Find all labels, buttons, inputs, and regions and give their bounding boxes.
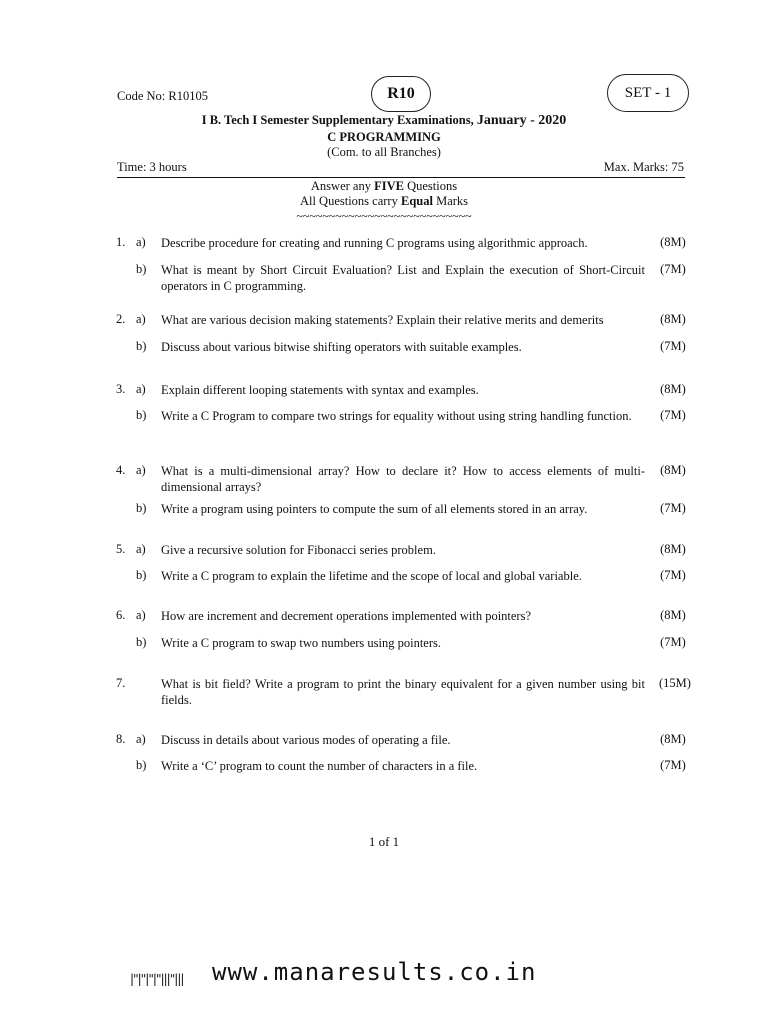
question-part: a) bbox=[136, 732, 146, 746]
question-marks: (8M) bbox=[660, 312, 686, 326]
instruction-text: Questions bbox=[407, 179, 458, 193]
question-part: a) bbox=[136, 463, 146, 477]
question-part: b) bbox=[136, 501, 147, 515]
instruction-text: All Questions carry bbox=[299, 194, 398, 208]
question-marks: (8M) bbox=[660, 608, 686, 622]
question-part: a) bbox=[136, 382, 146, 396]
question-text: Write a C program to swap two numbers using pointers. bbox=[161, 636, 442, 650]
question-part: a) bbox=[136, 542, 146, 556]
question-part: a) bbox=[136, 312, 146, 326]
instruction-text: Answer any bbox=[310, 179, 371, 193]
question-text: Describe procedure for creating and running C programs using algorithmic approach. bbox=[161, 236, 588, 250]
question-text: How are increment and decrement operations implemented with pointers? bbox=[161, 609, 532, 623]
question-text: Write a C program to explain the lifetime and the scope of local and global variable. bbox=[161, 569, 582, 583]
question-marks: (8M) bbox=[660, 732, 686, 746]
exam-date: January - 2020 bbox=[476, 113, 567, 128]
question-number: 6. bbox=[116, 608, 126, 622]
question-part: b) bbox=[136, 635, 147, 649]
question-marks: (15M) bbox=[659, 676, 691, 690]
question-text: Write a program using pointers to compute the sum of all elements stored in an array. bbox=[161, 502, 588, 516]
question-number: 4. bbox=[116, 463, 126, 477]
question-marks: (7M) bbox=[660, 339, 686, 353]
barcode-icon: |''|''|''|''|||''||| bbox=[130, 972, 184, 986]
question-part: b) bbox=[136, 408, 147, 422]
question-part: a) bbox=[136, 235, 146, 249]
instruction-text: Marks bbox=[436, 194, 469, 208]
question-text: Discuss in details about various modes of operating a file. bbox=[161, 733, 451, 747]
question-text: Discuss about various bitwise shifting operators with suitable examples. bbox=[161, 340, 522, 354]
set-badge: SET - 1 bbox=[607, 74, 689, 112]
exam-title bbox=[0, 113, 768, 129]
question-text: Give a recursive solution for Fibonacci series problem. bbox=[161, 543, 436, 557]
instruction-emphasis: FIVE bbox=[374, 179, 404, 193]
question-part: b) bbox=[136, 339, 147, 353]
question-text: Write a ‘C’ program to count the number of characters in a file. bbox=[161, 759, 478, 773]
question-text: What are various decision making statements? Explain their relative merits and demerits bbox=[161, 313, 604, 327]
question-part: b) bbox=[136, 568, 147, 582]
question-part: a) bbox=[136, 608, 146, 622]
question-marks: (7M) bbox=[660, 758, 686, 772]
question-text: What is bit field? Write a program to print the binary equivalent for a given number using bit fields. bbox=[161, 677, 645, 707]
question-text: What is meant by Short Circuit Evaluation? List and Explain the execution of Short-Circuit operators in C programming. bbox=[161, 263, 645, 293]
question-text: Explain different looping statements with syntax and examples. bbox=[161, 383, 479, 397]
question-marks: (8M) bbox=[660, 235, 686, 249]
code-number: Code No: R10105 bbox=[117, 89, 208, 103]
question-number: 2. bbox=[116, 312, 126, 326]
question-number: 8. bbox=[116, 732, 126, 746]
question-number: 3. bbox=[116, 382, 126, 396]
question-text: What is a multi-dimensional array? How to declare it? How to access elements of multi-dimensional arrays? bbox=[161, 464, 645, 494]
regulation-badge: R10 bbox=[371, 76, 431, 112]
question-number: 1. bbox=[116, 235, 126, 249]
question-marks: (8M) bbox=[660, 382, 686, 396]
max-marks: Max. Marks: 75 bbox=[603, 160, 684, 174]
question-marks: (7M) bbox=[660, 408, 686, 422]
question-marks: (7M) bbox=[660, 635, 686, 649]
instruction-answer-five bbox=[0, 179, 768, 194]
branches-note: (Com. to all Branches) bbox=[327, 145, 441, 159]
header-divider bbox=[117, 177, 685, 178]
instruction-emphasis: Equal bbox=[400, 194, 433, 208]
question-number: 7. bbox=[116, 676, 126, 690]
question-marks: (7M) bbox=[660, 262, 686, 276]
tilde-separator: ~~~~~~~~~~~~~~~~~~~~~~~~~~~ bbox=[296, 209, 472, 223]
question-part: b) bbox=[136, 758, 147, 772]
page-number: 1 of 1 bbox=[368, 834, 400, 849]
subject-title: C PROGRAMMING bbox=[327, 130, 441, 144]
question-part: b) bbox=[136, 262, 147, 276]
question-marks: (8M) bbox=[660, 463, 686, 477]
question-marks: (7M) bbox=[660, 568, 686, 582]
instruction-equal-marks bbox=[0, 194, 768, 209]
exam-title-text: I B. Tech I Semester Supplementary Examinations, bbox=[201, 113, 474, 127]
website-link[interactable]: www.manaresults.co.in bbox=[212, 958, 537, 986]
question-text: Write a C Program to compare two strings for equality without using string handling function. bbox=[161, 409, 632, 423]
time-duration: Time: 3 hours bbox=[117, 160, 187, 174]
question-marks: (8M) bbox=[660, 542, 686, 556]
question-number: 5. bbox=[116, 542, 126, 556]
question-marks: (7M) bbox=[660, 501, 686, 515]
